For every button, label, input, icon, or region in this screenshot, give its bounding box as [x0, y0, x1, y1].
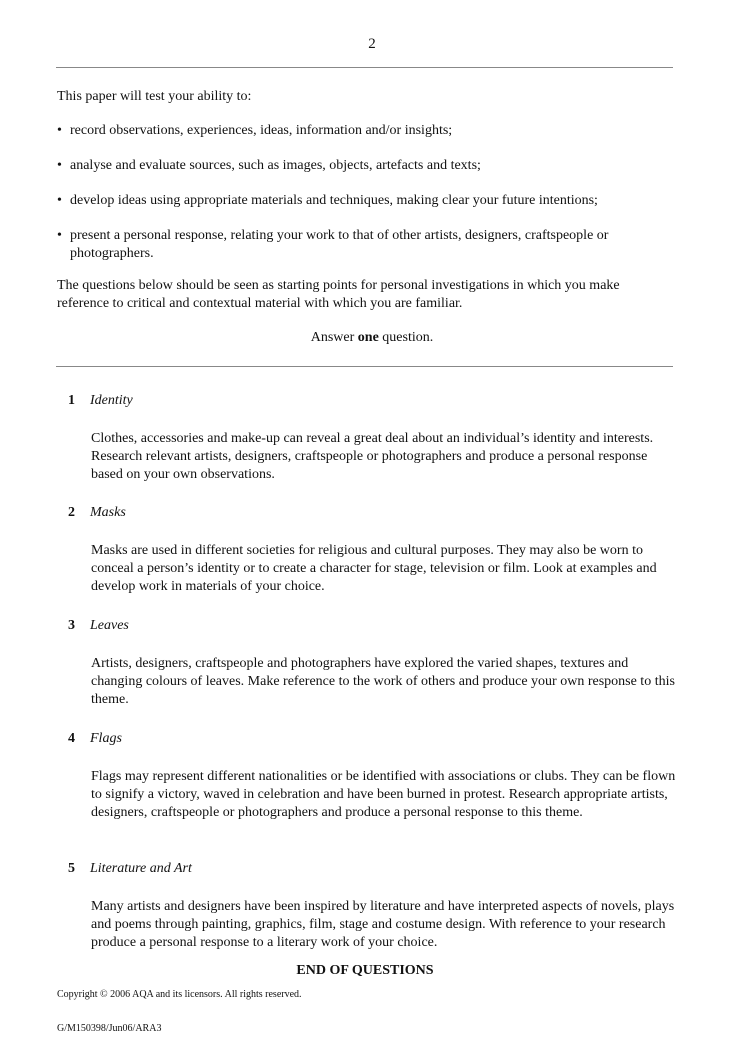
question-number: 2: [68, 505, 75, 520]
question-3: [68, 617, 678, 709]
objectives-list: [57, 122, 675, 280]
question-title: Flags: [90, 731, 122, 746]
question-text: Masks are used in different societies for religious and cultural purposes. They may also be worn to conceal a person’s identity or to create a character for stage, television or film. Look at examples and develop work in materials of your choice.: [91, 543, 657, 594]
objective-item: • analyse and evaluate sources, such as images, objects, artefacts and texts;: [57, 157, 675, 175]
question-text: Many artists and designers have been inspired by literature and have interpreted aspects of novels, plays and poems through painting, graphics, film, stage and costume design. With reference to your research produce a personal response to a literary work of your choice.: [91, 899, 675, 950]
question-text: Artists, designers, craftspeople and photographers have explored the varied shapes, textures and changing colours of leaves. Make reference to the work of others and produce your own response to this theme.: [91, 656, 675, 707]
paper-code: G/M150398/Jun06/ARA3: [57, 1023, 162, 1034]
question-2: [68, 504, 678, 596]
question-text: Flags may represent different nationalities or be identified with associations or clubs. They can be flown to signify a victory, waved in celebration and have been burned in protest. Research appropriate artists, designers, craftspeople or photographers and produce a personal response to this theme.: [91, 769, 676, 820]
question-5: [68, 860, 678, 952]
question-title: Leaves: [90, 618, 129, 633]
objective-item: • develop ideas using appropriate materials and techniques, making clear your future intentions;: [57, 192, 675, 210]
objective-item: • present a personal response, relating your work to that of other artists, designers, craftspeople or photographers.: [57, 227, 675, 263]
answer-text-bold: one: [357, 330, 379, 345]
answer-text-after: question.: [378, 330, 434, 345]
question-number: 3: [68, 618, 75, 633]
question-number: 4: [68, 731, 75, 746]
answer-text-before: Answer: [310, 330, 358, 345]
starting-points-text: The questions below should be seen as starting points for personal investigations in which you make reference to critical and contextual material with which you are familiar.: [57, 278, 620, 311]
question-title: Literature and Art: [90, 861, 192, 876]
section-divider: [56, 366, 673, 367]
top-divider: [56, 67, 673, 68]
question-1: [68, 392, 678, 484]
answer-instruction: [0, 329, 744, 347]
question-title: Identity: [90, 393, 133, 408]
intro-text: This paper will test your ability to:: [57, 89, 252, 104]
objective-item: • record observations, experiences, ideas, information and/or insights;: [57, 122, 675, 140]
copyright-notice: Copyright © 2006 AQA and its licensors. All rights reserved.: [57, 989, 302, 1000]
question-4: [68, 730, 678, 822]
question-number: 1: [68, 393, 75, 408]
question-text: Clothes, accessories and make-up can reveal a great deal about an individual’s identity and interests. Research relevant artists, designers, craftspeople or photographers and produce a personal response based on your own observations.: [91, 431, 654, 482]
page-number: 2: [368, 36, 376, 52]
end-of-questions: END OF QUESTIONS: [296, 963, 434, 978]
question-number: 5: [68, 861, 75, 876]
question-title: Masks: [90, 505, 126, 520]
